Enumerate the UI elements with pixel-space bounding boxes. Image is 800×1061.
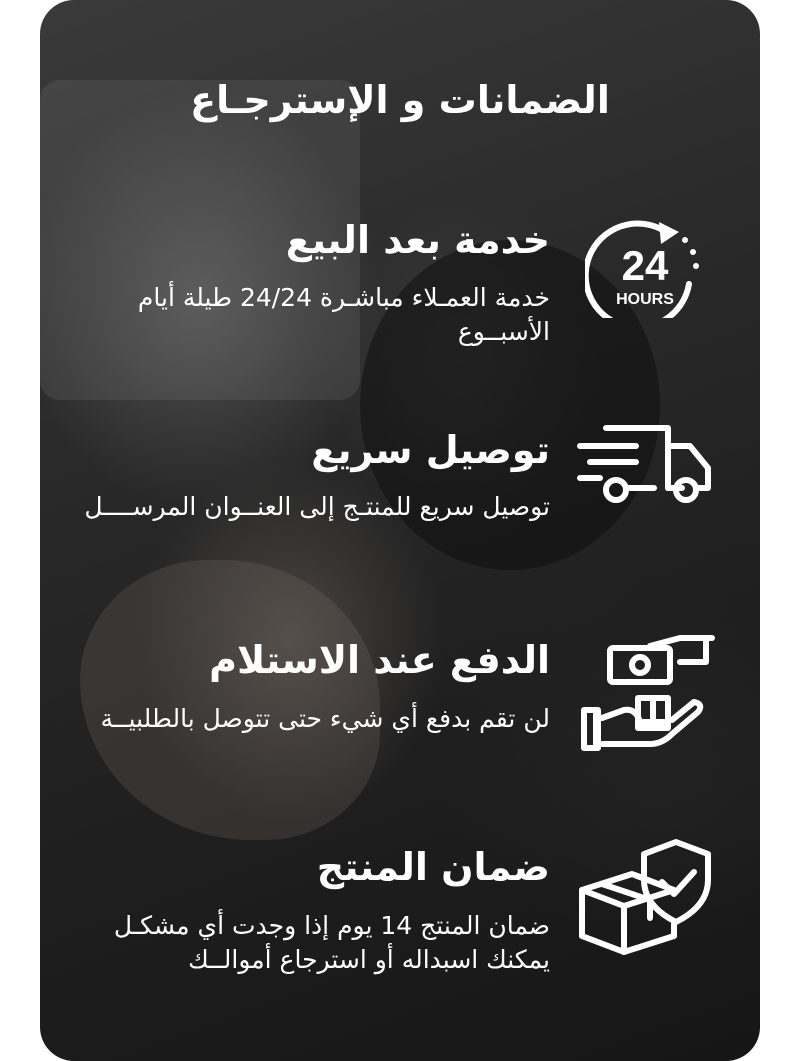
icon-label: HOURS: [616, 291, 674, 308]
feature-title: توصيل سريع: [311, 428, 550, 472]
24-hours-icon: [585, 208, 705, 318]
feature-description: ضمان المنتج 14 يوم إذا وجدت أي مشكـل يمكنك اسبداله أو استرجاع أموالــك: [113, 911, 550, 974]
page-title: الضمانات و الإسترجـاع: [190, 78, 610, 122]
cash-on-delivery-icon: [580, 628, 720, 763]
delivery-truck-icon: [576, 420, 716, 510]
icon-number: 24: [621, 242, 669, 289]
feature-title: الدفع عند الاستلام: [209, 638, 550, 682]
feature-title: خدمة بعد البيع: [285, 218, 550, 262]
shield-box-icon: [576, 838, 716, 958]
guarantees-card: [40, 0, 760, 1061]
feature-description: توصيل سريع للمنتـج إلى العنــوان المرســــل: [84, 492, 550, 521]
feature-description: خدمة العمـلاء مباشـرة 24/24 طيلة أيام الأسبــوع: [137, 283, 550, 346]
feature-description: لن تقم بدفع أي شيء حتى تتوصل بالطلبيــة: [100, 704, 550, 733]
background-hand: [80, 560, 380, 840]
feature-title: ضمان المنتج: [316, 845, 550, 889]
